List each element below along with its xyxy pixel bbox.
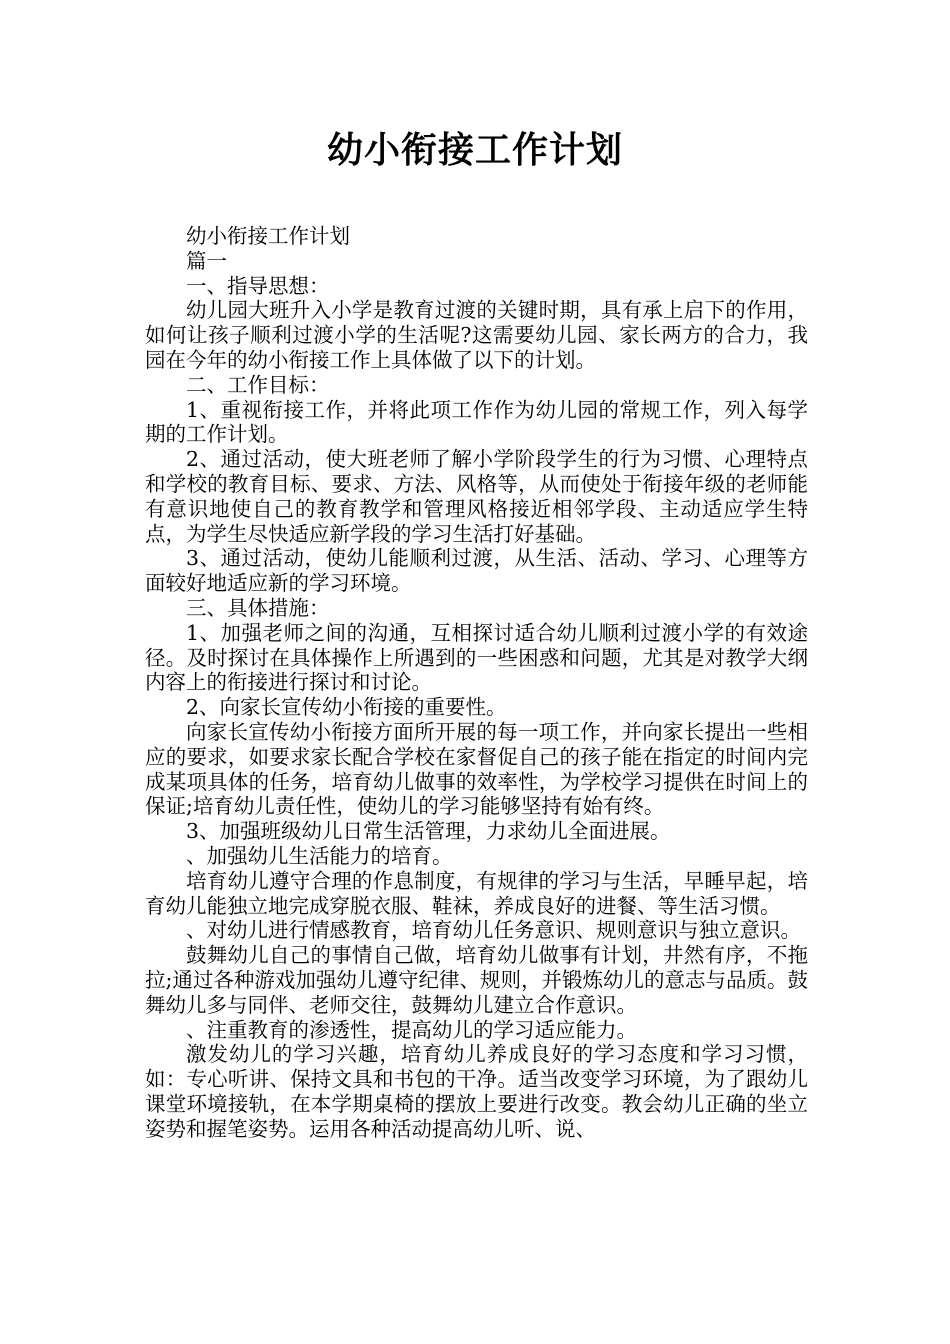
paragraph: 1、重视衔接工作，并将此项工作作为幼儿园的常规工作，列入每学期的工作计划。: [145, 397, 808, 447]
heading-guiding-ideology: 一、指导思想：: [186, 273, 330, 298]
paragraph: 鼓舞幼儿自己的事情自己做，培育幼儿做事有计划，井然有序，不拖拉;通过各种游戏加强幼儿遵守纪律、规则，并锻炼幼儿的意志与品质。鼓舞幼儿多与同伴、老师交往，鼓舞幼儿建立合作意识。: [145, 943, 808, 1017]
paragraph: 向家长宣传幼小衔接方面所开展的每一项工作，并向家长提出一些相应的要求，如要求家长配合学校在家督促自己的孩子能在指定的时间内完成某项具体的任务，培育幼儿做事的效率性，为学校学习提供在时间上的保证;培育幼儿责任性，使幼儿的学习能够坚持有始有终。: [145, 719, 808, 819]
document-body: [145, 224, 808, 1141]
paragraph: 3、加强班级幼儿日常生活管理，力求幼儿全面进展。: [186, 819, 671, 844]
paragraph-section-label: 篇一: [186, 248, 227, 273]
paragraph: 激发幼儿的学习兴趣，培育幼儿养成良好的学习态度和学习习惯，如：专心听讲、保持文具和书包的干净。适当改变学习环境，为了跟幼儿课堂环境接轨，在本学期桌椅的摆放上要进行改变。教会幼儿正确的坐立姿势和握笔姿势。运用各种活动提高幼儿听、说、: [145, 1042, 808, 1141]
paragraph-subtitle: 幼小衔接工作计划: [186, 224, 350, 248]
paragraph: 3、通过活动，使幼儿能顺利过渡，从生活、活动、学习、心理等方面较好地适应新的学习环境。: [145, 546, 808, 596]
paragraph: 幼儿园大班升入小学是教育过渡的关键时期，具有承上启下的作用，如何让孩子顺利过渡小学的生活呢?这需要幼儿园、家长两方的合力，我园在今年的幼小衔接工作上具体做了以下的计划。: [145, 298, 808, 372]
paragraph: 1、加强老师之间的沟通，互相探讨适合幼儿顺利过渡小学的有效途径。及时探讨在具体操作上所遇到的一些困惑和问题，尤其是对教学大纲内容上的衔接进行探讨和讨论。: [145, 620, 808, 695]
paragraph: 、加强幼儿生活能力的培育。: [186, 843, 453, 868]
paragraph: 、注重教育的渗透性，提高幼儿的学习适应能力。: [186, 1017, 637, 1042]
document-title: 幼小衔接工作计划: [326, 130, 623, 171]
heading-specific-measures: 三、具体措施：: [186, 595, 330, 620]
paragraph: 2、通过活动，使大班老师了解小学阶段学生的行为习惯、心理特点和学校的教育目标、要求、方法、风格等，从而使处于衔接年级的老师能有意识地使自己的教育教学和管理风格接近相邻学段、主动适应学生特点，为学生尽快适应新学段的学习生活打好基础。: [145, 447, 808, 546]
paragraph: 培育幼儿遵守合理的作息制度，有规律的学习与生活，早睡早起，培育幼儿能独立地完成穿脱衣服、鞋袜，养成良好的进餐、等生活习惯。: [145, 868, 808, 918]
heading-work-goals: 二、工作目标：: [186, 372, 330, 397]
paragraph: 2、向家长宣传幼小衔接的重要性。: [186, 695, 507, 720]
paragraph: 、对幼儿进行情感教育，培育幼儿任务意识、规则意识与独立意识。: [186, 918, 801, 943]
